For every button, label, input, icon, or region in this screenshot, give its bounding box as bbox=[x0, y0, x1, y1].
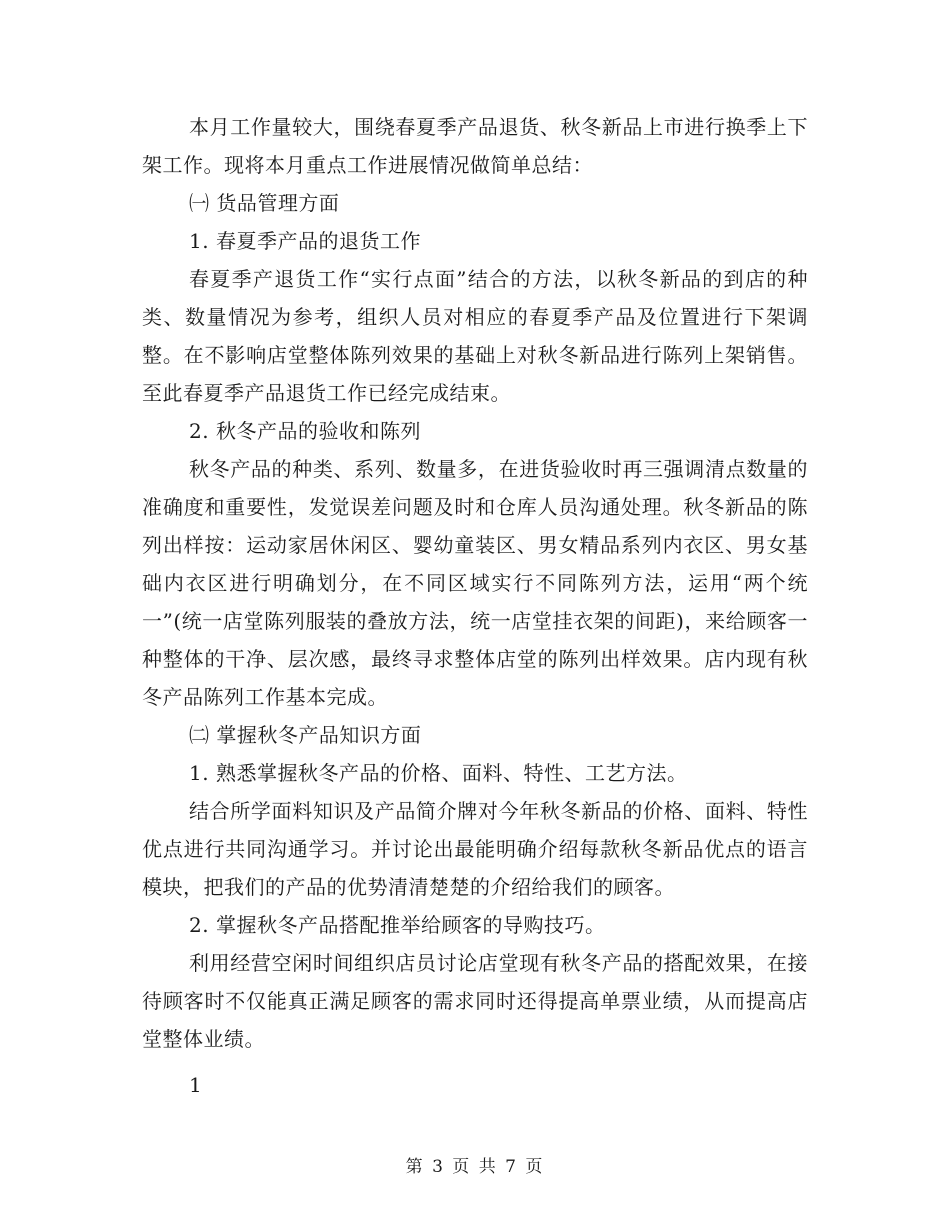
subheading-product-attributes: 1. 熟悉掌握秋冬产品的价格、面料、特性、工艺方法。 bbox=[189, 761, 688, 785]
footer-page-counter: 第 3 页 共 7 页 bbox=[405, 1157, 545, 1177]
section-heading-product-knowledge: ㈡ 掌握秋冬产品知识方面 bbox=[189, 723, 422, 747]
inline-page-number: 1 bbox=[189, 1073, 202, 1097]
paragraph-sales-techniques: 利用经营空闲时间组织店员讨论店堂现有秋冬产品的搭配效果，在接待顾客时不仅能真正满足顾客的需求同时还得提高单票业绩，从而提高店堂整体业绩。 bbox=[142, 951, 808, 1051]
paragraph-product-attributes: 结合所学面料知识及产品简介牌对今年秋冬新品的价格、面料、特性优点进行共同沟通学习。并讨论出最能明确介绍每款秋冬新品优点的语言模块，把我们的产品的优势清清楚楚的介绍给我们的顾客。 bbox=[142, 799, 808, 899]
paragraph-intro: 本月工作量较大，围绕春夏季产品退货、秋冬新品上市进行换季上下架工作。现将本月重点工作进展情况做简单总结： bbox=[142, 115, 808, 177]
subheading-sales-techniques: 2. 掌握秋冬产品搭配推举给顾客的导购技巧。 bbox=[189, 913, 606, 937]
subheading-spring-summer-returns: 1. 春夏季产品的退货工作 bbox=[189, 229, 421, 253]
document-body bbox=[142, 108, 808, 1104]
section-heading-goods-management: ㈠ 货品管理方面 bbox=[189, 191, 340, 215]
page-footer bbox=[0, 1152, 950, 1177]
subheading-autumn-winter-inspection: 2. 秋冬产品的验收和陈列 bbox=[189, 419, 421, 443]
paragraph-autumn-winter-inspection: 秋冬产品的种类、系列、数量多，在进货验收时再三强调清点数量的准确度和重要性，发觉误差问题及时和仓库人员沟通处理。秋冬新品的陈列出样按：运动家居休闲区、婴幼童装区、男女精品系列内衣区、男女基础内衣区进行明确划分，在不同区域实行不同陈列方法，运用“两个统一”(统一店堂陈列服装的叠放方法，统一店堂挂衣架的间距)，来给顾客一种整体的干净、层次感，最终寻求整体店堂的陈列出样效果。店内现有秋冬产品陈列工作基本完成。 bbox=[142, 457, 808, 709]
paragraph-spring-summer-returns: 春夏季产退货工作“实行点面”结合的方法，以秋冬新品的到店的种类、数量情况为参考，组织人员对相应的春夏季产品及位置进行下架调整。在不影响店堂整体陈列效果的基础上对秋冬新品进行陈列上架销售。至此春夏季产品退货工作已经完成结束。 bbox=[142, 267, 808, 405]
